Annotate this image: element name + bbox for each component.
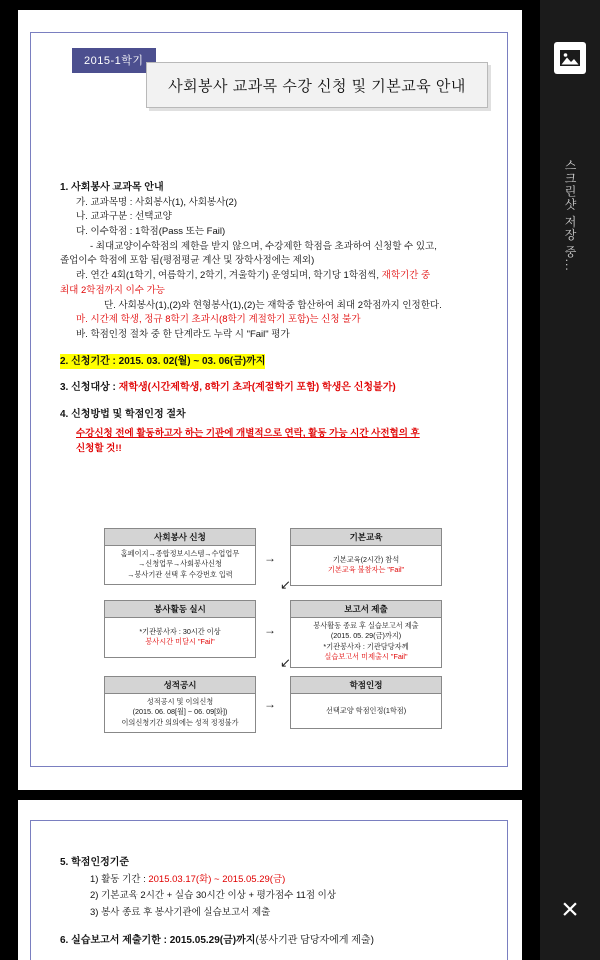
flow-box-service-activity-body — [105, 618, 255, 657]
flow-box-apply-title: 사회봉사 신청 — [105, 529, 255, 546]
flow-apply-line1: 홈페이지→종합정보시스템→수업업무 — [120, 549, 240, 558]
flow-box-grade-post-body — [105, 694, 255, 732]
section-4-note-line1: 수강신청 전에 활동하고자 하는 기관에 개별적으로 연락, 활동 가능 시간 사전협의 후 — [76, 428, 420, 440]
section-1-item-c-note2: 졸업이수 학점에 포함 됨(평점평균 계산 및 장학사정에는 제외) — [60, 255, 315, 267]
rail-status-text — [540, 120, 600, 310]
image-icon[interactable] — [554, 42, 586, 74]
document-body — [60, 178, 480, 457]
section-5-item-3: 3) 봉사 종료 후 봉사기관에 실습보고서 제출 — [90, 906, 271, 918]
section-3-heading — [60, 380, 480, 396]
section-4-note-line2: 신청할 것!! — [76, 443, 122, 455]
flow-box-apply-body — [105, 546, 255, 584]
section-1-item-d-note: 단. 사회봉사(1),(2)와 현형봉사(1),(2)는 재학중 합산하여 최대 2학점까지 인정한다. — [104, 299, 442, 311]
flow-box-credit-approval-title: 학점인정 — [291, 677, 441, 694]
flow-box-apply — [104, 528, 256, 585]
flow-basic-line1: 기본교육(2시간) 참석 — [332, 555, 400, 564]
section-1-item-b: 나. 교과구분 : 선택교양 — [76, 211, 172, 223]
section-6-label: 6. 실습보고서 제출기한 : — [60, 935, 170, 947]
flow-box-credit-approval-body — [291, 694, 441, 728]
close-icon[interactable]: × — [561, 893, 579, 926]
section-1-item-d-text: 라. 연간 4회(1학기, 여름학기, 2학기, 겨울학기) 운영되며, 학기당 1학점씩, — [76, 270, 382, 282]
document-body-2 — [60, 852, 480, 950]
flow-apply-line2: →신청업무→사회봉사신청 — [138, 559, 222, 569]
arrow-down-1: ↙ — [280, 577, 291, 592]
document-page-2 — [18, 800, 522, 960]
image-icon-glyph — [559, 49, 581, 67]
section-3-label: 3. 신청대상 : — [60, 382, 119, 394]
flow-report-line3: *기관봉사자 : 기관담당자께 — [323, 641, 409, 651]
arrow-right-2: → — [264, 623, 276, 637]
flow-box-grade-post — [104, 676, 256, 733]
section-5-item-1-dates: 2015.03.17(화) ~ 2015.05.29(금) — [148, 873, 286, 885]
flow-box-basic-education-body — [291, 546, 441, 585]
arrow-right-1: → — [264, 551, 276, 565]
section-2-heading: 2. 신청기간 : 2015. 03. 02(월) ~ 03. 06(금)까지 — [60, 354, 265, 370]
term-badge: 2015-1학기 — [72, 48, 156, 73]
document-page-1 — [18, 10, 522, 790]
flow-service-line2: 봉사시간 미달시 "Fail" — [145, 637, 215, 647]
flow-credit-line1: 선택교양 학점인정(1학점) — [325, 706, 407, 715]
flow-box-basic-education-title: 기본교육 — [291, 529, 441, 546]
section-6-heading — [60, 932, 480, 950]
document-title-box — [146, 62, 488, 108]
flow-box-report-submit-title: 보고서 제출 — [291, 601, 441, 618]
flow-box-report-submit — [290, 600, 442, 668]
section-4-heading: 4. 신청방법 및 학점인정 절차 — [60, 408, 186, 420]
process-flowchart — [104, 528, 444, 728]
section-1-heading: 1. 사회봉사 교과목 안내 — [60, 182, 164, 193]
section-6-tail: (봉사기관 담당자에게 제출) — [255, 935, 374, 947]
arrow-right-3: → — [264, 697, 276, 711]
flow-grade-line3: 이의신청기간 의의에는 성적 정정불가 — [121, 717, 239, 727]
flow-report-line2: (2015. 05. 29(금)까지) — [330, 631, 402, 641]
flow-box-report-submit-body — [291, 618, 441, 667]
flow-box-basic-education — [290, 528, 442, 586]
arrow-down-2: ↙ — [280, 655, 291, 670]
flow-service-line1: *기관봉사자 : 30시간 이상 — [139, 627, 221, 636]
flow-report-line1: 봉사활동 종료 후 실습보고서 제출 — [313, 621, 419, 630]
section-1-item-f: 바. 학점인정 절차 중 한 단계라도 누락 시 "Fail" 평가 — [76, 328, 290, 340]
section-1-item-e: 마. 시간제 학생, 정규 8학기 초과시(8학기 계절학기 포함)는 신청 불가 — [76, 314, 361, 326]
section-1-item-a: 가. 교과목명 : 사회봉사(1), 사회봉사(2) — [76, 196, 237, 208]
flow-grade-line2: (2015. 06. 08[월] ~ 06. 09[화]) — [132, 707, 228, 717]
flow-report-line4: 실습보고서 미제출시 "Fail" — [324, 652, 408, 662]
right-rail — [540, 0, 600, 960]
section-1-item-c-note1: - 최대교양이수학점의 제한을 받지 않으며, 수강제한 학점을 초과하여 신청할 수 있고, — [90, 240, 437, 252]
rail-status-label: 스크린샷 저장 중... — [563, 158, 578, 272]
section-6-date: 2015.05.29(금)까지 — [169, 935, 256, 947]
section-1-item-d — [60, 269, 480, 284]
flow-box-service-activity-title: 봉사활동 실시 — [105, 601, 255, 618]
flow-box-grade-post-title: 성적공시 — [105, 677, 255, 694]
page-title: 사회봉사 교과목 수강 신청 및 기본교육 안내 — [168, 77, 466, 95]
section-1-item-c: 다. 이수학점 : 1학점(Pass 또는 Fail) — [76, 225, 226, 237]
section-5-item-1 — [60, 872, 480, 889]
page-divider — [0, 790, 540, 800]
section-5-item-1-label: 1) 활동 기간 : — [90, 873, 149, 885]
section-1-item-d-red: 재학기간 중 — [381, 270, 431, 282]
section-5-heading: 5. 학점인정기준 — [60, 857, 130, 868]
section-3-body: 재학생(시간제학생, 8학기 초과(계절학기 포함) 학생은 신청불가) — [118, 382, 396, 394]
section-1-item-d-red2: 최대 2학점까지 이수 가능 — [60, 284, 165, 296]
flow-apply-line3: →봉사기관 선택 후 수강번호 입력 — [127, 569, 233, 579]
flow-grade-line1: 성적공시 및 이의신청 — [146, 697, 214, 706]
flow-box-service-activity — [104, 600, 256, 658]
flow-basic-line2: 기본교육 불참자는 "Fail" — [327, 565, 405, 575]
flow-box-credit-approval — [290, 676, 442, 729]
section-5-item-2: 2) 기본교육 2시간 + 실습 30시간 이상 + 평가점수 11점 이상 — [90, 890, 337, 902]
